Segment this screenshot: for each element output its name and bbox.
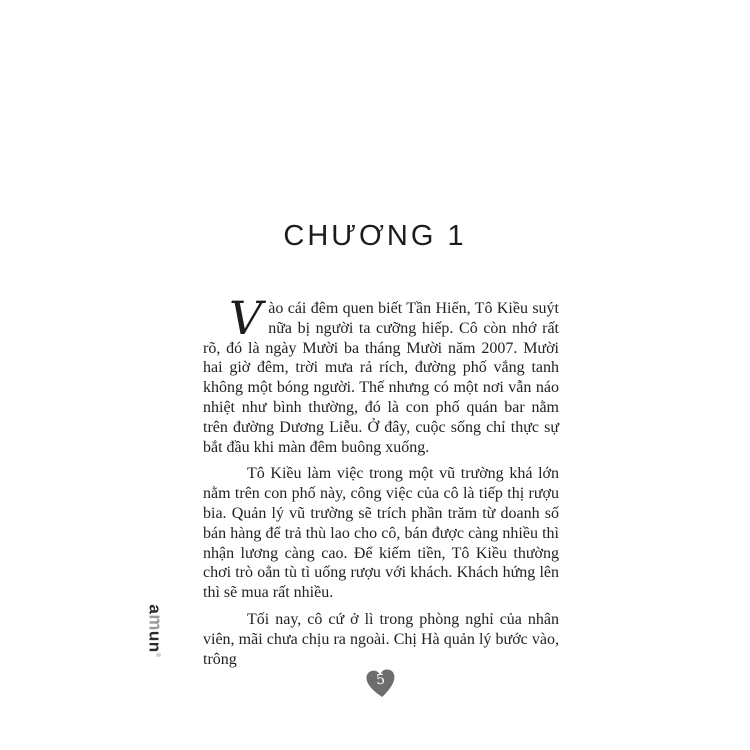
page-number: 5 bbox=[375, 671, 386, 689]
dropcap-letter: V bbox=[229, 291, 263, 345]
logo-letter-a: a bbox=[145, 604, 165, 615]
logo-letters-un: un bbox=[145, 630, 165, 653]
registered-mark-icon: ® bbox=[154, 652, 161, 658]
heart-icon bbox=[364, 667, 399, 702]
paragraph-1 bbox=[203, 291, 559, 457]
body-text bbox=[203, 291, 559, 676]
publisher-logo bbox=[145, 604, 166, 657]
paragraph-3: Tối nay, cô cứ ở lì trong phòng nghỉ của nhân viên, mãi chưa chịu ra ngoài. Chị Hà quản lý bước vào, trông bbox=[203, 610, 559, 668]
paragraph-1-text: ào cái đêm quen biết Tần Hiển, Tô Kiều suýt nữa bị người ta cưỡng hiếp. Cô còn nhớ rất rõ, đó là ngày Mười ba tháng Mười năm 2007. Mười hai giờ đêm, trời mưa rả rích, đường phố vắng tanh không một bóng người. Thế nhưng có một nơi vẫn náo nhiệt như bình thường, đó là con phố quán bar nằm trên đường Dương Liễu. Ở đây, cuộc sống chỉ thực sự bắt đầu khi màn đêm buông xuống. bbox=[203, 300, 559, 456]
chapter-title: CHƯƠNG 1 bbox=[283, 220, 467, 252]
logo-letter-m: m bbox=[145, 614, 166, 631]
paragraph-2: Tô Kiều làm việc trong một vũ trường khá lớn nằm trên con phố này, công việc của cô là tiếp thị rượu bia. Quản lý vũ trường sẽ trích phần trăm từ doanh số bán hàng để trả thù lao cho cô, bán được càng nhiều thì nhận lương càng cao. Để kiếm tiền, Tô Kiều thường chơi trò oẳn tù tì uống rượu với khách. Khách hứng lên thì sẽ mua rất nhiều. bbox=[203, 465, 559, 602]
